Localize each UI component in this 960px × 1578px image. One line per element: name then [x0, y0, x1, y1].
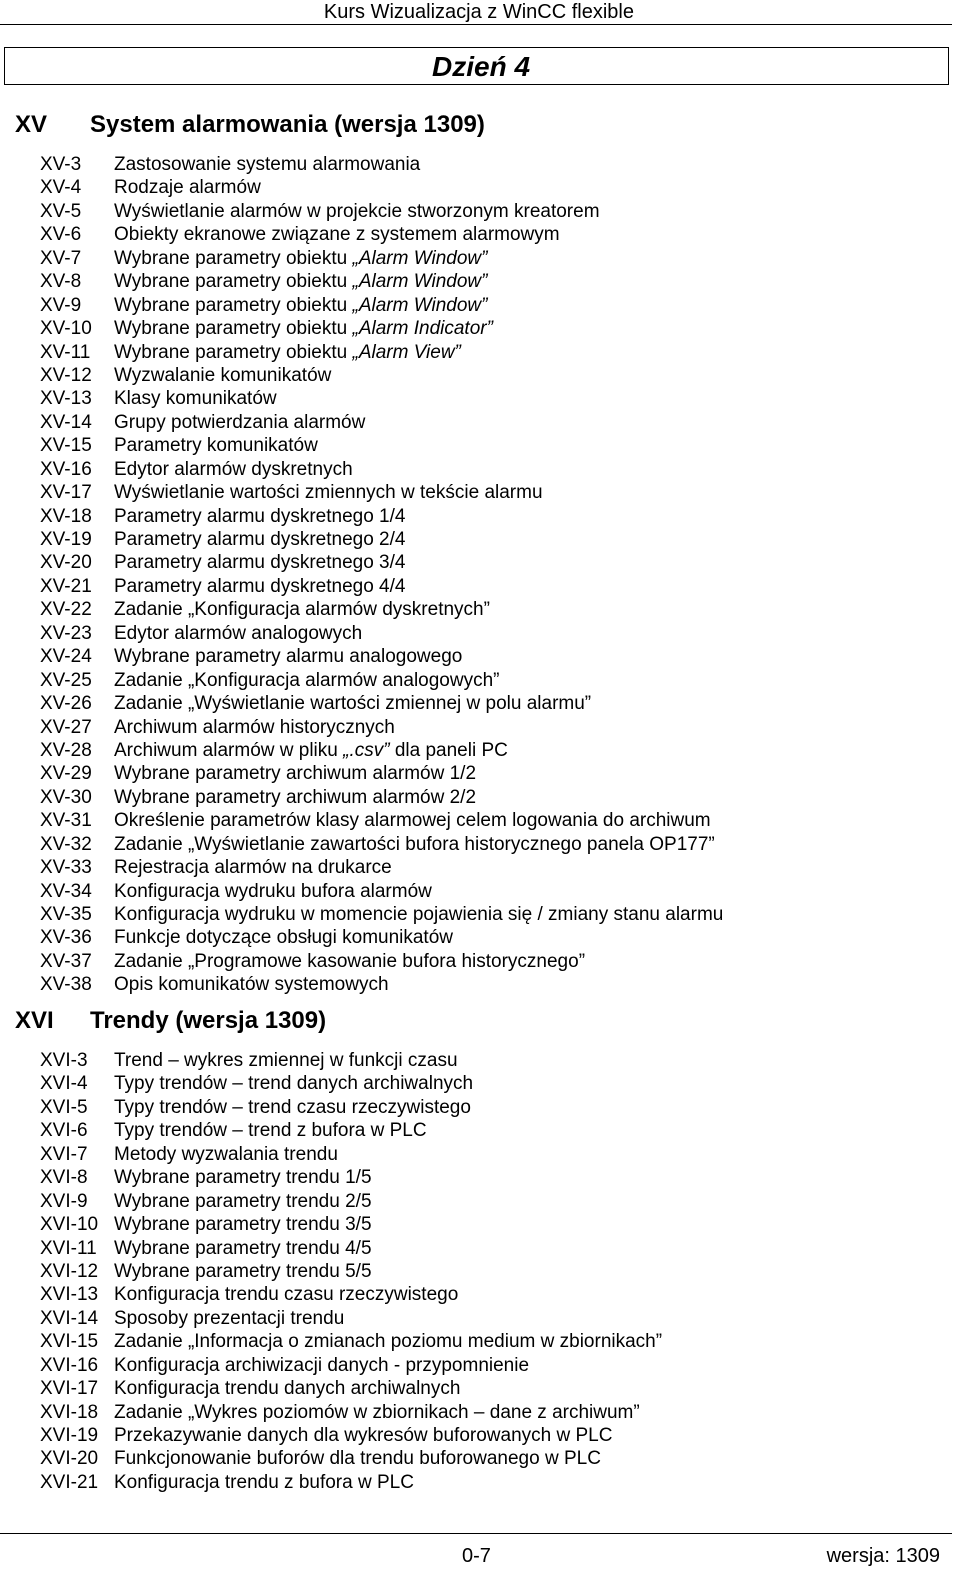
- toc-item-title-text: Grupy potwierdzania alarmów: [114, 411, 366, 433]
- section-xvi: [0, 1001, 960, 1494]
- toc-item: [0, 387, 960, 410]
- toc-item: [0, 926, 960, 949]
- toc-item-title: [114, 669, 499, 692]
- toc-item-title: [114, 1424, 612, 1447]
- toc-item-title-emphasis: „Alarm Window”: [352, 294, 488, 316]
- toc-item-title-text: Konfiguracja trendu z bufora w PLC: [114, 1471, 414, 1493]
- toc-item: [0, 1377, 960, 1400]
- toc-item-title-emphasis: „Alarm Indicator”: [352, 318, 493, 340]
- toc-item-title: [114, 903, 723, 926]
- toc-item-id: XV-12: [40, 364, 92, 386]
- toc-item-id: XVI-7: [40, 1143, 88, 1165]
- toc-item-id: XVI-18: [40, 1401, 99, 1423]
- toc-item-id: XV-36: [40, 927, 92, 949]
- toc-item-id: XVI-16: [40, 1354, 99, 1376]
- toc-item: [0, 856, 960, 879]
- toc-item-title: [114, 223, 560, 246]
- toc-item-id: XV-32: [40, 833, 92, 855]
- toc-item-id: XV-34: [40, 880, 92, 902]
- footer-divider: [0, 1533, 952, 1534]
- section-heading: [0, 1001, 960, 1041]
- toc-item-title: [114, 645, 462, 668]
- toc-item: [0, 1072, 960, 1095]
- toc-item-title: [114, 505, 405, 528]
- toc-item-title-text: Przekazywanie danych dla wykresów buforowanych w PLC: [114, 1425, 613, 1446]
- toc-item: [0, 1307, 960, 1330]
- toc-item: [0, 692, 960, 715]
- toc-item-id: XV-16: [40, 458, 92, 480]
- toc-item-id: XV-31: [40, 810, 92, 832]
- toc-item-title: [114, 575, 405, 598]
- toc-item-id: XV-7: [40, 247, 82, 269]
- toc-item-title-text: Wyświetlanie alarmów w projekcie stworzonym kreatorem: [114, 200, 600, 222]
- toc-item-title: [114, 973, 389, 996]
- toc-item-title-text: Zadanie „Konfiguracja alarmów analogowych”: [114, 669, 500, 691]
- toc-item: [0, 1354, 960, 1377]
- section-xv: [0, 105, 960, 997]
- toc-item-title-text: Konfiguracja trendu danych archiwalnych: [114, 1378, 461, 1400]
- toc-item-id: XVI-19: [40, 1425, 99, 1446]
- toc-item-id: XV-20: [40, 552, 92, 574]
- toc-item-title: [114, 247, 487, 270]
- toc-item-id: XVI-5: [40, 1096, 88, 1118]
- toc-item-title-text: Wyświetlanie wartości zmiennych w tekście alarmu: [114, 482, 543, 504]
- toc-item: [0, 1190, 960, 1213]
- toc-item: [0, 1447, 960, 1470]
- toc-item-title: [114, 880, 432, 903]
- toc-item-id: XVI-3: [40, 1050, 88, 1071]
- toc-item-id: XVI-14: [40, 1307, 99, 1329]
- toc-item: [0, 1471, 960, 1494]
- toc-item-title: [114, 270, 487, 293]
- toc-item: [0, 153, 960, 176]
- toc-item-title-emphasis: „.csv”: [343, 739, 390, 761]
- toc-item-title: [114, 1166, 372, 1189]
- toc-item: [0, 1096, 960, 1119]
- toc-item-title: [114, 176, 261, 199]
- toc-item-id: XVI-21: [40, 1471, 99, 1493]
- toc-item-title: [114, 200, 600, 223]
- toc-item-title-text: Opis komunikatów systemowych: [114, 974, 389, 996]
- toc-item: [0, 880, 960, 903]
- toc-item-title-text: Konfiguracja archiwizacji danych - przypomnienie: [114, 1354, 530, 1376]
- day-title: Dzień 4: [432, 51, 531, 82]
- toc-item-title: [114, 1119, 427, 1142]
- toc-item: [0, 317, 960, 340]
- toc-item-id: XV-35: [40, 904, 92, 925]
- toc-item-title-suffix: dla paneli PC: [389, 739, 508, 761]
- toc-item-id: XV-8: [40, 271, 82, 293]
- toc-item: [0, 1237, 960, 1260]
- toc-item-title-text: Metody wyzwalania trendu: [114, 1143, 338, 1165]
- toc-item: [0, 200, 960, 223]
- toc-item-title: [114, 950, 585, 973]
- section-title: Trendy (wersja 1309): [90, 1007, 327, 1034]
- version-label: wersja: 1309: [826, 1545, 940, 1567]
- toc-item: [0, 364, 960, 387]
- toc-item-id: XV-19: [40, 529, 92, 550]
- toc-item-id: XV-23: [40, 622, 92, 644]
- toc-item-title-text: Zadanie „Wykres poziomów w zbiornikach – dane z archiwum”: [114, 1401, 640, 1423]
- toc-item: [0, 1260, 960, 1283]
- toc-item-title: [114, 856, 392, 879]
- toc-item-title-text: Zadanie „Wyświetlanie zawartości bufora historycznego panela OP177”: [114, 833, 715, 855]
- toc-item-title-text: Zadanie „Wyświetlanie wartości zmiennej w polu alarmu”: [114, 693, 592, 715]
- toc-item-id: XV-21: [40, 575, 92, 597]
- toc-item: [0, 762, 960, 785]
- toc-item: [0, 176, 960, 199]
- toc-item: [0, 247, 960, 270]
- toc-item-id: XVI-11: [40, 1237, 97, 1259]
- toc-item-title-text: Edytor alarmów dyskretnych: [114, 458, 353, 480]
- toc-item-title: [114, 551, 405, 574]
- toc-item-title-text: Parametry alarmu dyskretnego 4/4: [114, 575, 406, 597]
- toc-item-id: XVI-15: [40, 1331, 99, 1353]
- toc-item: [0, 833, 960, 856]
- toc-item-title: [114, 622, 362, 645]
- toc-item-title-text: Archiwum alarmów w pliku: [114, 739, 344, 761]
- toc-item-title-text: Trend – wykres zmiennej w funkcji czasu: [114, 1050, 458, 1071]
- toc-item-title: [114, 528, 405, 551]
- toc-item: [0, 270, 960, 293]
- toc-item-title-text: Wybrane parametry trendu 4/5: [114, 1237, 372, 1259]
- toc-item-title: [114, 1330, 662, 1353]
- toc-item: [0, 1166, 960, 1189]
- toc-item-id: XV-24: [40, 646, 92, 668]
- toc-item-title: [114, 739, 508, 762]
- toc-item-title: [114, 1354, 529, 1377]
- toc-item-title: [114, 1190, 372, 1213]
- toc-item-title-emphasis: „Alarm Window”: [352, 247, 488, 269]
- toc-item: [0, 505, 960, 528]
- toc-item-title-text: Zastosowanie systemu alarmowania: [114, 154, 421, 175]
- toc-item-title: [114, 411, 365, 434]
- section-number: XV: [15, 111, 48, 138]
- toc-item-title-text: Funkcjonowanie buforów dla trendu buforowanego w PLC: [114, 1448, 601, 1470]
- toc-item-title-text: Archiwum alarmów historycznych: [114, 716, 395, 738]
- toc-item-id: XV-37: [40, 950, 92, 972]
- toc-item-title: [114, 786, 476, 809]
- toc-list: [0, 1049, 960, 1494]
- toc-item-id: XV-15: [40, 435, 92, 457]
- toc-item-title: [114, 762, 476, 785]
- toc-item-id: XVI-8: [40, 1167, 88, 1189]
- toc-item-title-text: Sposoby prezentacji trendu: [114, 1307, 345, 1329]
- toc-item-id: XV-33: [40, 857, 92, 879]
- toc-item: [0, 411, 960, 434]
- toc-item-id: XVI-17: [40, 1378, 99, 1400]
- toc-item: [0, 481, 960, 504]
- toc-item-id: XV-14: [40, 411, 92, 433]
- toc-item-id: XVI-10: [40, 1214, 99, 1236]
- toc-item: [0, 551, 960, 574]
- toc-item-title-emphasis: „Alarm Window”: [352, 271, 488, 293]
- toc-item-title: [114, 317, 493, 340]
- toc-item-title-text: Zadanie „Konfiguracja alarmów dyskretnych”: [114, 599, 490, 621]
- toc-item: [0, 739, 960, 762]
- toc-item-title: [114, 1283, 458, 1306]
- toc-item-id: XV-11: [40, 341, 91, 363]
- toc-item: [0, 903, 960, 926]
- toc-item: [0, 1283, 960, 1306]
- toc-item-title: [114, 1143, 338, 1166]
- toc-item-id: XV-3: [40, 154, 82, 175]
- toc-item-title-text: Konfiguracja wydruku bufora alarmów: [114, 880, 432, 902]
- toc-item-id: XV-4: [40, 177, 82, 199]
- toc-item-id: XV-5: [40, 200, 82, 222]
- toc-item: [0, 1119, 960, 1142]
- toc-item-title-text: Wyzwalanie komunikatów: [114, 364, 332, 386]
- toc-item: [0, 1424, 960, 1447]
- toc-item-title: [114, 1401, 640, 1424]
- toc-item-id: XV-29: [40, 763, 92, 785]
- toc-item: [0, 1330, 960, 1353]
- toc-item-title-emphasis: „Alarm View”: [352, 341, 461, 363]
- toc-item-id: XVI-9: [40, 1190, 88, 1212]
- toc-item: [0, 458, 960, 481]
- toc-item: [0, 1049, 960, 1072]
- section-title: System alarmowania (wersja 1309): [90, 111, 485, 138]
- toc-item-title-text: Wybrane parametry obiektu: [114, 271, 353, 293]
- toc-item-title-text: Obiekty ekranowe związane z systemem alarmowym: [114, 224, 560, 246]
- toc-item: [0, 950, 960, 973]
- day-title-box: [4, 47, 949, 85]
- section-heading: [0, 105, 960, 145]
- toc-item-title: [114, 1096, 471, 1119]
- toc-item-title-text: Konfiguracja trendu czasu rzeczywistego: [114, 1284, 459, 1306]
- toc-item: [0, 528, 960, 551]
- toc-item-title: [114, 1237, 372, 1260]
- toc-item-title: [114, 458, 353, 481]
- toc-item: [0, 598, 960, 621]
- toc-item: [0, 809, 960, 832]
- toc-item-title: [114, 692, 591, 715]
- toc-item: [0, 1143, 960, 1166]
- header-divider: [0, 24, 952, 25]
- toc-item: [0, 341, 960, 364]
- toc-item-id: XVI-20: [40, 1448, 99, 1470]
- toc-item-id: XV-28: [40, 739, 92, 761]
- toc-item-title: [114, 387, 277, 410]
- toc-item-id: XV-27: [40, 716, 92, 738]
- toc-item-title-text: Określenie parametrów klasy alarmowej celem logowania do archiwum: [114, 810, 711, 832]
- toc-item-title: [114, 341, 461, 364]
- toc-item-title-text: Wybrane parametry obiektu: [114, 318, 353, 340]
- toc-item-title-text: Zadanie „Programowe kasowanie bufora historycznego”: [114, 950, 586, 972]
- toc-item-id: XV-10: [40, 318, 92, 340]
- toc-item: [0, 294, 960, 317]
- toc-item: [0, 622, 960, 645]
- toc-item-title-text: Typy trendów – trend czasu rzeczywistego: [114, 1096, 471, 1118]
- toc-item-title-text: Wybrane parametry trendu 5/5: [114, 1260, 372, 1282]
- toc-item-title: [114, 1307, 344, 1330]
- toc-item-title: [114, 434, 318, 457]
- toc-item: [0, 1213, 960, 1236]
- running-header-title: Kurs Wizualizacja z WinCC flexible: [323, 1, 634, 23]
- toc-item-title: [114, 1377, 460, 1400]
- toc-item: [0, 973, 960, 996]
- toc-item-title: [114, 1447, 601, 1470]
- toc-item-id: XV-9: [40, 294, 82, 316]
- toc-item: [0, 716, 960, 739]
- toc-item-title-text: Typy trendów – trend z bufora w PLC: [114, 1120, 427, 1142]
- section-number: XVI: [15, 1007, 54, 1034]
- toc-item-title: [114, 1260, 372, 1283]
- toc-item-id: XV-18: [40, 505, 92, 527]
- toc-item-id: XVI-4: [40, 1073, 88, 1095]
- toc-item-title-text: Rodzaje alarmów: [114, 177, 261, 199]
- toc-item: [0, 223, 960, 246]
- toc-item: [0, 645, 960, 668]
- toc-item-title-text: Parametry alarmu dyskretnego 2/4: [114, 529, 406, 550]
- toc-item-title-text: Konfiguracja wydruku w momencie pojawienia się / zmiany stanu alarmu: [114, 904, 724, 925]
- toc-item: [0, 1401, 960, 1424]
- toc-item-title-text: Wybrane parametry alarmu analogowego: [114, 646, 463, 668]
- toc-item-title-text: Funkcje dotyczące obsługi komunikatów: [114, 927, 454, 949]
- toc-item-title-text: Wybrane parametry obiektu: [114, 341, 353, 363]
- toc-item-title: [114, 926, 453, 949]
- toc-item-id: XV-22: [40, 599, 92, 621]
- toc-item-title-text: Edytor alarmów analogowych: [114, 622, 363, 644]
- toc-item-title-text: Parametry alarmu dyskretnego 1/4: [114, 505, 406, 527]
- toc-item-title: [114, 716, 395, 739]
- toc-item-title-text: Parametry komunikatów: [114, 435, 318, 457]
- toc-item-title-text: Wybrane parametry trendu 1/5: [114, 1167, 372, 1189]
- toc-item: [0, 575, 960, 598]
- toc-item-title-text: Wybrane parametry archiwum alarmów 2/2: [114, 786, 477, 808]
- toc-item-id: XV-30: [40, 786, 92, 808]
- toc-item-title: [114, 481, 543, 504]
- toc-item: [0, 786, 960, 809]
- toc-item-title-text: Zadanie „Informacja o zmianach poziomu medium w zbiornikach”: [114, 1331, 663, 1353]
- toc-item-id: XVI-12: [40, 1260, 99, 1282]
- toc-item-id: XV-38: [40, 974, 92, 996]
- toc-item-id: XV-13: [40, 388, 92, 410]
- toc-item-title: [114, 153, 420, 176]
- toc-item-title: [114, 809, 711, 832]
- toc-item-title-text: Wybrane parametry trendu 2/5: [114, 1190, 372, 1212]
- toc-item-id: XVI-13: [40, 1284, 99, 1306]
- toc-item-title: [114, 1072, 473, 1095]
- toc-item-title: [114, 1471, 414, 1494]
- toc-item-title-text: Wybrane parametry archiwum alarmów 1/2: [114, 763, 477, 785]
- toc-item-id: XV-17: [40, 482, 92, 504]
- toc-item-title-text: Typy trendów – trend danych archiwalnych: [114, 1073, 474, 1095]
- toc-item: [0, 434, 960, 457]
- toc-item-title-text: Parametry alarmu dyskretnego 3/4: [114, 552, 406, 574]
- toc-item-title: [114, 294, 487, 317]
- toc-item-title-text: Klasy komunikatów: [114, 388, 277, 410]
- toc-item-title: [114, 598, 490, 621]
- toc-item-title-text: Wybrane parametry trendu 3/5: [114, 1214, 372, 1236]
- toc-item: [0, 669, 960, 692]
- toc-item-id: XV-26: [40, 693, 92, 715]
- page-number: 0-7: [462, 1545, 491, 1567]
- toc-item-title: [114, 1213, 372, 1236]
- toc-item-title: [114, 833, 715, 856]
- toc-item-id: XV-25: [40, 669, 92, 691]
- toc-item-title-text: Wybrane parametry obiektu: [114, 294, 353, 316]
- toc-item-id: XVI-6: [40, 1120, 88, 1142]
- toc-item-title-text: Wybrane parametry obiektu: [114, 247, 353, 269]
- toc-item-id: XV-6: [40, 224, 82, 246]
- toc-list: [0, 153, 960, 997]
- toc-item-title-text: Rejestracja alarmów na drukarce: [114, 857, 392, 879]
- toc-item-title: [114, 1049, 458, 1072]
- toc-item-title: [114, 364, 331, 387]
